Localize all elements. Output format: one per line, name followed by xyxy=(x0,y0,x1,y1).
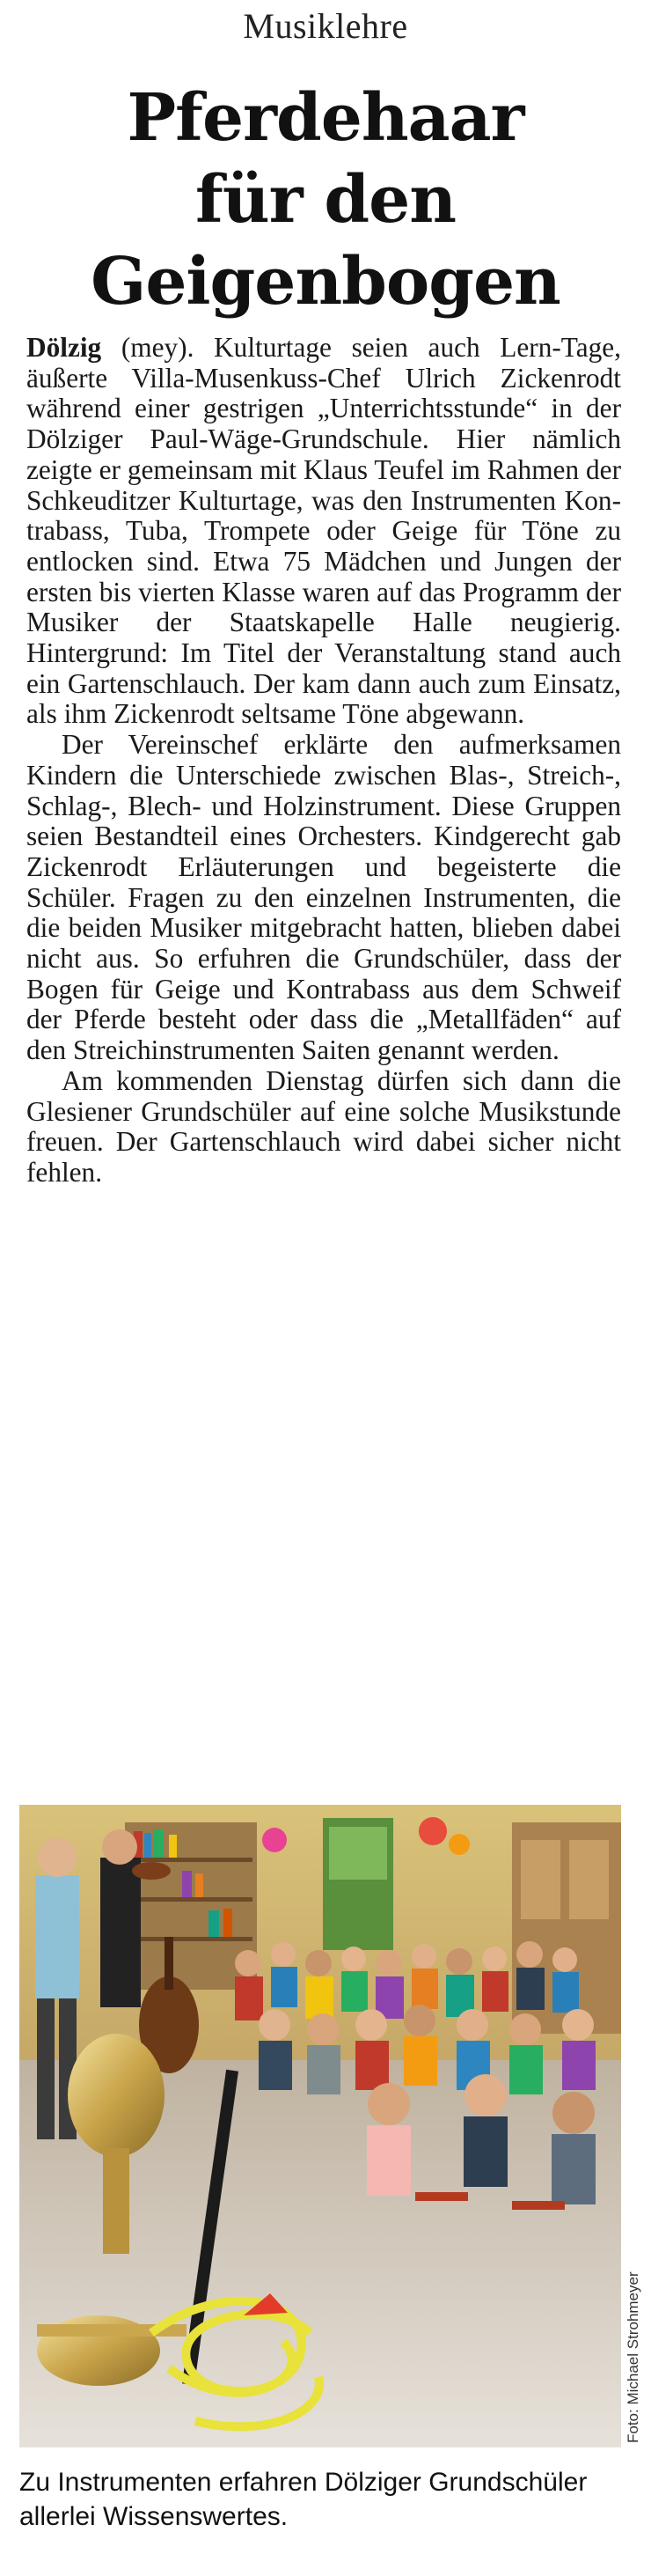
article-kicker: Musiklehre xyxy=(243,6,408,46)
paragraph-1 xyxy=(26,333,621,730)
paragraph-3: Am kommenden Dienstag dürfen sich dann die Glesiener Grundschüler auf eine solche Musikstunde freuen. Der Gartenschlauch wird dabei sicher nicht fehlen. xyxy=(26,1064,621,1188)
headline-line-2: für den xyxy=(194,162,456,238)
headline-line-1: Pferdehaar xyxy=(127,80,524,156)
paragraph-1-text: (mey). Kulturtage seien auch Lern-Tage, äußerte Villa-Musenkuss-Chef Ulrich Zickenrodt während einer gestrigen „Unterrichtsstunde“ in der Dölziger Paul-Wäge-Grundschule. Hier nämlich zeigte er gemeinsam mit Klaus Teufel im Rahmen der Schkeuditzer Kulturtage, was den Instrumenten Kontrabass, Tuba, Trompete oder Geige für Töne zu entlocken sind. Etwa 75 Mädchen und Jungen der ersten bis vierten Klasse waren auf das Programm der Musiker der Staatskapelle Halle neugierig. Hintergrund: Im Titel der Veranstaltung stand auch ein Gartenschlauch. Der kam dann auch zum Einsatz, als ihm Zickenrodt seltsame Töne abgewann. xyxy=(26,332,621,730)
photo-caption: Zu Instrumenten erfahren Dölziger Grundschüler allerlei Wissenswertes. xyxy=(19,2468,588,2531)
photo-credit: Foto: Michael Strohmeyer xyxy=(625,2271,641,2443)
article-body xyxy=(26,333,621,1189)
paragraph-2: Der Vereinschef erklärte den aufmerksamen Kindern die Unterschiede zwischen Blas-, Streich-, Schlag-, Blech- und Holzinstrument. Diese Gruppen seien Bestandteil eines Orchesters. Kindgerecht gab Zickenrodt Erläuterungen und begeisterte die Schüler. Fragen zu den einzelnen Instrumenten, die die beiden Musiker mitgebracht hatten, blieben dabei nicht aus. So erfuhren die Grundschüler, dass der Bogen für Geige und Kontrabass aus dem Schweif der Pferde besteht oder dass die „Metallfäden“ auf den Streichinstrumenten Saiten genannt werden. xyxy=(26,729,621,1066)
article-headline xyxy=(0,77,651,323)
dateline: Dölzig xyxy=(26,332,102,363)
photo-illustration xyxy=(19,1805,621,2447)
headline-line-3: Geigenbogen xyxy=(91,244,560,320)
article-photo xyxy=(19,1805,621,2447)
